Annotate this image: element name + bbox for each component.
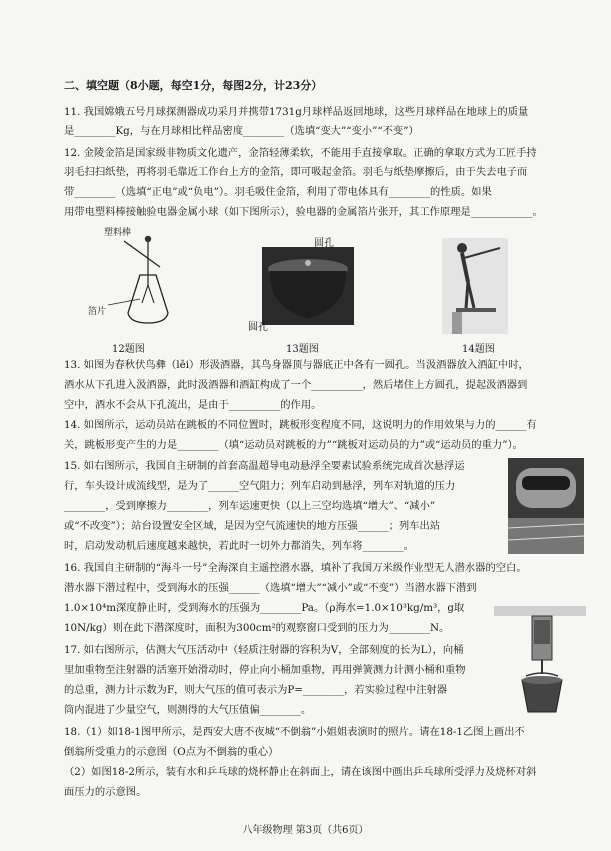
q18-line-1: 18.（1）如18-1图甲所示，是西安大唐不夜城“不倒翁”小姐姐表演时的照片。请在18-1乙图上画出不 <box>64 726 525 738</box>
section-title: 二、填空题（8小题，每空1分，每图2分，计23分） <box>64 79 323 92</box>
q15-line-3: ________，受到摩擦力________，列车运速更快（以上三空均选填“增大”、“减小” <box>64 500 436 512</box>
q13-line-2: 酒水从下孔进入汲酒器，此时汲酒器和酒缸构成了一个__________，然后堵住上方圆孔，提起汲酒器到 <box>64 379 528 391</box>
fig13-top-hole-label: 圆孔 <box>314 238 334 249</box>
q15-line-2: 行，车头设计成流线型，是为了______空气阻力；列车启动到悬浮，列车对轨道的压力 <box>64 480 456 492</box>
q17-line-2: 里加重物至注射器的活塞开始滑动时，停止向小桶加重物，再用弹簧测力计测小桶和重物 <box>64 664 466 676</box>
q15-line-1: 15. 如右图所示，我国自主研制的首套高温超导电动悬浮全要素试验系统完成首次悬浮运 <box>64 460 465 472</box>
q14-line-2: 关，跳板形变产生的力是________（填“运动员对跳板的力”“跳板对运动员的力”或“运动员的重力”）。 <box>64 439 523 451</box>
fig13-vessel-photo <box>262 247 354 325</box>
fig13-bottom-hole-label: 圆孔 <box>248 322 268 333</box>
fig12-rod-label: 塑料棒 <box>104 228 132 238</box>
fig12-caption: 12题图 <box>112 344 145 355</box>
q12-line-4: 用带电塑料棒接触验电器金属小球（如下图所示），验电器的金属箔片张开，其工作原理是____________。 <box>64 206 543 218</box>
page-footer: 八年级物理 第3页（共6页） <box>242 825 369 836</box>
q17-syringe-figure <box>494 600 586 720</box>
fig13-caption: 13题图 <box>286 344 319 355</box>
q15-maglev-photo <box>508 458 584 554</box>
q14-line-1: 14. 如图所示，运动员站在跳板的不同位置时，跳板形变程度不同，这说明力的作用效果与力的______有 <box>64 419 537 431</box>
fig14-caption: 14题图 <box>462 344 495 355</box>
fig12-foil-label: 箔片 <box>88 307 107 317</box>
fig14-diver-photo <box>442 238 508 334</box>
q17-line-4: 筒内混进了少量空气，则测得的大气压值偏________。 <box>64 704 312 716</box>
q16-line-3: 1.0×10⁴m深度静止时，受到海水的压强为________Pa。（ρ海水=1.0×10³kg/m³，g取 <box>64 602 465 614</box>
electroscope-drawing <box>100 227 190 332</box>
q18-line-2: 倒翁所受重力的示意图（O点为不倒翁的重心） <box>64 746 279 758</box>
q16-line-4: 10N/kg）则在此下潜深度时，面积为300cm²的观察窗口受到的压力为________N。 <box>64 622 450 634</box>
q17-line-3: 的总重，测力计示数为F，则大气压的值可表示为P=________，若实验过程中注射器 <box>64 684 448 696</box>
q11-line-2: 是________Kg，与在月球相比样品密度________（选填“变大”“变小”“不变”） <box>64 125 419 137</box>
q15-line-4: 或“不改变”）；站台设置安全区域，是因为空气流速快的地方压强______；列车出站 <box>64 520 441 532</box>
q18-line-3: （2）如图18-2所示，装有水和乒乓球的烧杯静止在斜面上，请在该图中画出乒乓球所受浮力及烧杯对斜 <box>64 766 537 778</box>
q17-line-1: 17. 如右图所示，估测大气压活动中（轻质注射器的容积为V，全部刻度的长为L），向桶 <box>64 644 464 656</box>
q16-line-2: 潜水器下潜过程中，受到海水的压强______（选填“增大”“减小”或“不变”）当潜水器下潜到 <box>64 582 477 594</box>
q12-line-2: 羽毛扫扫纸垫，再将羽毛靠近工作台上方的金箔，即可吸起金箔。羽毛与纸垫摩擦后，由于失去电子而 <box>64 166 528 178</box>
q18-line-4: 面压力的示意图。 <box>64 786 147 798</box>
q16-line-1: 16. 我国自主研制的“海斗一号”全海深自主遥控潜水器，填补了我国万米级作业型无人潜水器的空白。 <box>64 562 527 574</box>
q12-line-3: 带________（选填“正电”或“负电”）。羽毛吸住金箔，利用了带电体具有________的性质。如果 <box>64 186 492 198</box>
q13-line-1: 13. 如图为春秋伏鸟彝（lěi）形汲酒器，其鸟身器顶与器底正中各有一圆孔。当汲酒器放入酒缸中时， <box>64 359 529 371</box>
q11-line-1: 11. 我国嫦娥五号月球探测器成功采月并携带1731g月球样品返回地球，这些月球样品在地球上的质量 <box>64 106 529 118</box>
q12-line-1: 12. 金陵金箔是国家级非物质文化遗产，金箔轻薄柔软，不能用手直接拿取。正确的拿取方式为工匠手持 <box>64 147 537 159</box>
q13-line-3: 空中，酒水不会从下孔流出，是由于__________的作用。 <box>64 399 322 411</box>
fig12-electroscope <box>100 227 190 332</box>
q15-line-5: 时，启动发动机后速度越来越快，若此时一切外力都消失，列车将________。 <box>64 540 415 552</box>
